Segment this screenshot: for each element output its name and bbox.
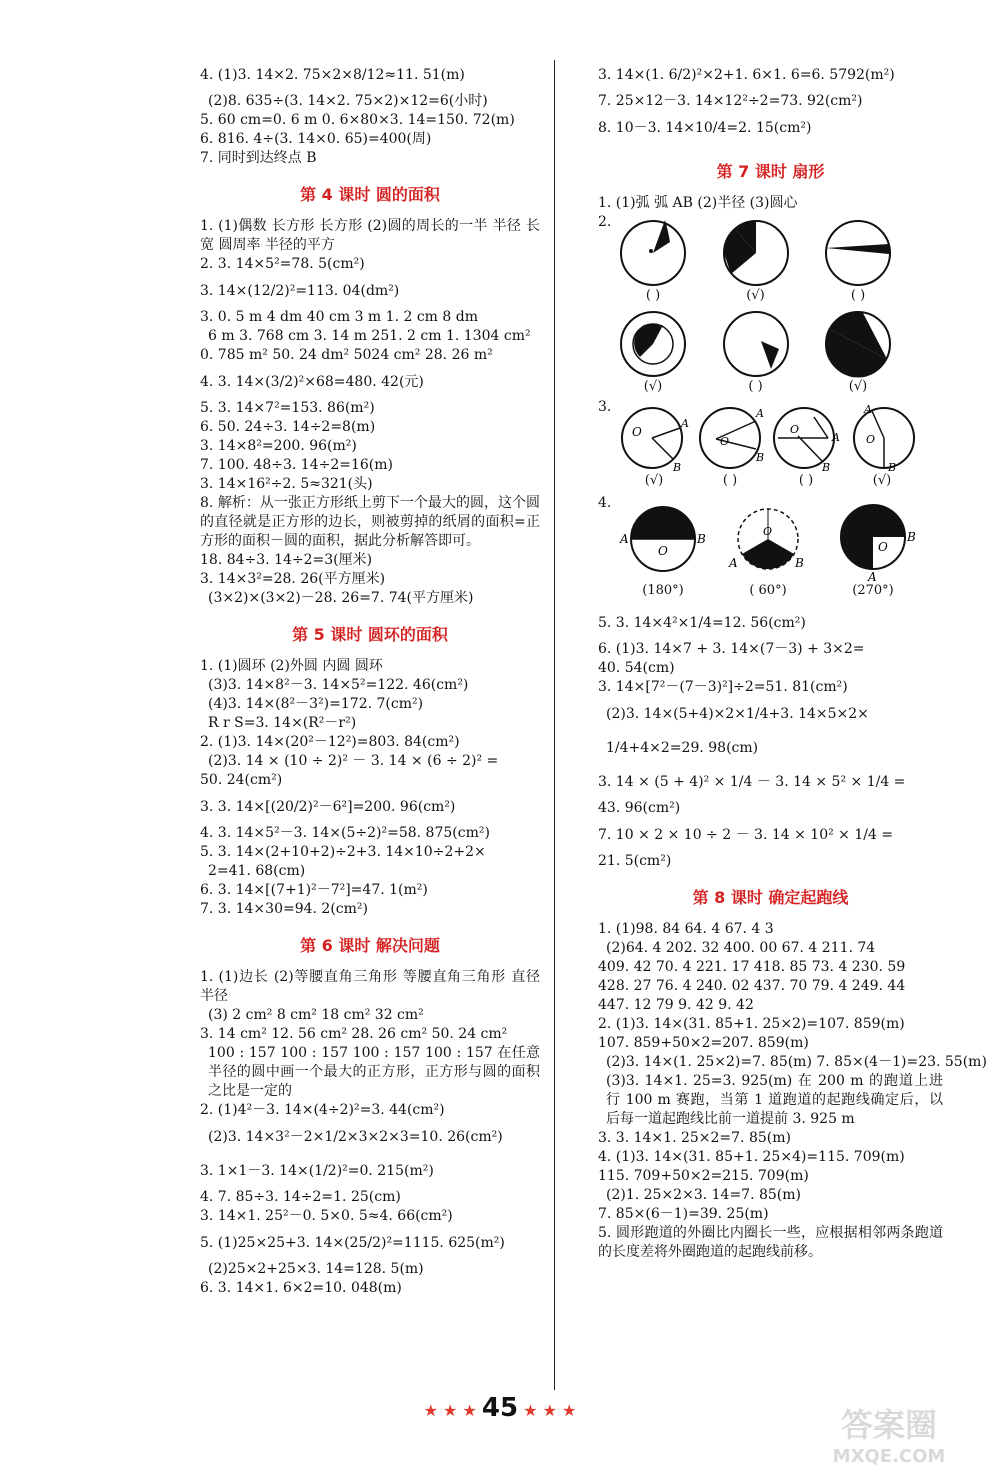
svg-text:B: B [697, 532, 706, 546]
check-mark: (√) [746, 288, 765, 303]
check-mark: ( ) [748, 379, 763, 394]
answer-line: 3. 0. 5 m 4 dm 40 cm 3 m 1. 2 cm 8 dm [200, 309, 478, 325]
answer-line: 3. 14×16²÷2. 5≈321(头) [200, 476, 373, 492]
answer-line: (2)3. 14 × (10 ÷ 2)² － 3. 14 × (6 ÷ 2)² = [208, 753, 499, 769]
answer-line: (3×2)×(3×2)－28. 26=7. 74(平方厘米) [208, 590, 474, 606]
answer-line: 3. 14×1. 25²－0. 5×0. 5≈4. 66(cm²) [200, 1208, 453, 1224]
answer-line: (2)1. 25×2×3. 14=7. 85(m) [606, 1187, 801, 1203]
svg-text:B: B [673, 461, 682, 473]
svg-text:O: O [720, 435, 730, 448]
answer-line: 6 m 3. 768 cm 3. 14 m 251. 2 cm 1. 1304 cm² [208, 328, 531, 344]
answer-line: 4. (1)3. 14×2. 75×2×8/12≈11. 51(m) [200, 67, 465, 83]
answer-line: 1/4+4×2=29. 98(cm) [606, 740, 759, 756]
answer-line: 18. 84÷3. 14÷2=3(厘米) [200, 552, 373, 568]
answer-line: 3. 1×1－3. 14×(1/2)²=0. 215(m²) [200, 1163, 434, 1179]
sector-figure [721, 218, 791, 303]
answer-line: (2)3. 14×(1. 25×2)=7. 85(m) 7. 85×(4－1)=23. 55(m) [606, 1054, 987, 1070]
answer-line: 4. 3. 14×(3/2)²×68=480. 42(元) [200, 374, 424, 390]
answer-line: 4. (1)3. 14×(31. 85+1. 25×4)=115. 709(m) [598, 1149, 905, 1165]
check-mark: (√) [872, 473, 892, 488]
answer-line: 6. 3. 14×1. 6×2=10. 048(m) [200, 1280, 402, 1296]
answer-line: 5. 3. 14×(2+10+2)÷2+3. 14×10÷2+2× [200, 844, 486, 860]
answer-line: 409. 42 70. 4 221. 17 418. 85 73. 4 230. 59 [598, 959, 906, 975]
answer-line: R r S=3. 14×(R²－r²) [208, 715, 357, 731]
svg-text:MXQE.COM: MXQE.COM [832, 1446, 946, 1467]
answer-line: 115. 709+50×2=215. 709(m) [598, 1168, 809, 1184]
answer-line: 107. 859+50×2=207. 859(m) [598, 1035, 809, 1051]
column-divider [554, 60, 555, 1390]
answer-line: 5. 3. 14×4²×1/4=12. 56(cm²) [598, 615, 806, 631]
svg-text:A: A [864, 403, 872, 416]
answers-lesson-6-continued [598, 58, 943, 145]
svg-text:O: O [632, 425, 642, 439]
answer-line: 6. 50. 24÷3. 14÷2=8(m) [200, 419, 376, 435]
answer-line: 7. 3. 14×30=94. 2(cm²) [200, 901, 368, 917]
answer-line: 3. 14 cm² 12. 56 cm² 28. 26 cm² 50. 24 cm² [200, 1026, 508, 1042]
svg-text:A: A [729, 556, 738, 570]
heading-lesson-4: 第 4 课时 圆的面积 [300, 185, 440, 204]
svg-text:A: A [756, 407, 764, 420]
q2-row-1 [618, 218, 893, 303]
sector-figure [823, 218, 893, 303]
angle-figure [846, 403, 918, 488]
q3-label: 3. [598, 399, 612, 415]
answer-line: 3. 3. 14×[(20/2)²－6²]=200. 96(cm²) [200, 799, 456, 815]
answer-line: 7. 100. 48÷3. 14÷2=16(m) [200, 457, 393, 473]
answer-line: 1. (1)偶数 长方形 长方形 (2)圆的周长的一半 半径 长 宽 圆周率 半径的平方 [200, 218, 540, 253]
answer-line: 5. 圆形跑道的外圈比内圈长一些，应根据相邻两条跑道的长度差将外圈跑道的起跑线前移。 [598, 1225, 943, 1260]
check-mark: (√) [848, 379, 868, 394]
answer-line: 2. 3. 14×5²=78. 5(cm²) [200, 256, 365, 272]
answers-lesson-5 [200, 657, 540, 919]
answer-line: 2. (1)4²－3. 14×(4÷2)²=3. 44(cm²) [200, 1102, 445, 1118]
answer-line: 5. (1)25×25+3. 14×(25/2)²=1115. 625(m²) [200, 1235, 505, 1251]
svg-text:B: B [795, 556, 804, 570]
answer-line: 40. 54(cm) [598, 660, 675, 676]
answer-line: 3. 14×3²=28. 26(平方厘米) [200, 571, 386, 587]
answer-line: (3)3. 14×1. 25=3. 925(m) 在 200 m 的跑道上进行 100 m 赛跑，当第 1 道跑道的起跑线确定后，以后每一道起跑线比前一道提前 3. 925 m [606, 1073, 943, 1127]
watermark-logo [817, 1398, 962, 1470]
answer-line: 4. 3. 14×5²－3. 14×(5÷2)²=58. 875(cm²) [200, 825, 490, 841]
answer-line: (3) 2 cm² 8 cm² 18 cm² 32 cm² [208, 1007, 424, 1023]
answer-line: 428. 27 76. 4 240. 02 437. 70 79. 4 249. 44 [598, 978, 906, 994]
sector-figure [618, 218, 688, 303]
answers-previous-lesson [200, 58, 540, 168]
answer-line: 7. 10 × 2 × 10 ÷ 2 － 3. 14 × 10² × 1/4 = [598, 827, 894, 843]
answer-line: 7. 25×12－3. 14×12²÷2=73. 92(cm²) [598, 93, 863, 109]
stars-left: ★ ★ ★ [423, 1401, 477, 1420]
svg-text:O: O [790, 423, 800, 436]
heading-lesson-5: 第 5 课时 圆环的面积 [292, 625, 448, 644]
q2-row-2 [618, 309, 893, 394]
heading-lesson-7: 第 7 课时 扇形 [716, 162, 825, 181]
sector-figure [618, 309, 688, 394]
svg-text:B: B [907, 530, 916, 544]
answer-line: 8. 10－3. 14×10/4=2. 15(cm²) [598, 120, 812, 136]
angle-label: (270°) [852, 583, 894, 598]
svg-text:A: A [681, 417, 689, 430]
svg-text:A: A [620, 532, 629, 546]
answer-line: 2=41. 68(cm) [208, 863, 306, 879]
q4-label: 4. [598, 495, 612, 511]
svg-text:A: A [832, 431, 840, 444]
check-mark: ( ) [850, 288, 866, 303]
svg-text:O: O [763, 525, 773, 538]
check-mark: ( ) [722, 473, 738, 488]
answer-line: 3. 14×(12/2)²=113. 04(dm²) [200, 283, 400, 299]
answer-line: 21. 5(cm²) [598, 853, 672, 869]
angle-label: ( 60°) [749, 583, 787, 598]
check-mark: (√) [644, 473, 664, 488]
sector-figure [721, 309, 791, 394]
answer-line: 1. (1)98. 84 64. 4 67. 4 3 [598, 921, 774, 937]
check-mark: ( ) [798, 473, 814, 488]
q4-row [618, 499, 918, 598]
answer-line: 50. 24(cm²) [200, 772, 283, 788]
right-column [598, 58, 987, 1262]
answer-line: 1. (1)边长 (2)等腰直角三角形 等腰直角三角形 直径 半径 [200, 969, 540, 1004]
answer-line: 3. 3. 14×1. 25×2=7. 85(m) [598, 1130, 791, 1146]
left-column [200, 58, 540, 1298]
answer-line: 3. 14×[7²－(7－3)²]÷2=51. 81(cm²) [598, 679, 848, 695]
answer-line: 6. 816. 4÷(3. 14×0. 65)=400(周) [200, 131, 432, 147]
answer-line: 2. (1)3. 14×(31. 85+1. 25×2)=107. 859(m) [598, 1016, 905, 1032]
answer-line: 447. 12 79 9. 42 9. 42 [598, 997, 754, 1013]
answers-lesson-8 [598, 920, 987, 1262]
svg-text:B: B [822, 461, 831, 473]
answer-line: 7. 85×(6－1)=39. 25(m) [598, 1206, 769, 1222]
heading-lesson-6: 第 6 课时 解决问题 [300, 936, 440, 955]
answer-line: 3. 14×8²=200. 96(m²) [200, 438, 357, 454]
answer-line: 3. 14 × (5 + 4)² × 1/4 － 3. 14 × 5² × 1/4 = [598, 774, 906, 790]
answer-line: 8. 解析：从一张正方形纸上剪下一个最大的圆，这个圆的直径就是正方形的边长，则被剪掉的纸屑的面积=正方形的面积－圆的面积，据此分析解答即可。 [200, 495, 540, 549]
answer-line: 5. 3. 14×7²=153. 86(m²) [200, 400, 375, 416]
angle-figure [618, 403, 690, 488]
svg-text:O: O [878, 540, 888, 554]
answer-line: (2)64. 4 202. 32 400. 00 67. 4 211. 74 [606, 940, 876, 956]
answers-lesson-7 [598, 606, 943, 871]
sector-60-figure [723, 499, 813, 598]
svg-text:答案圈: 答案圈 [840, 1406, 938, 1444]
svg-text:O: O [866, 433, 876, 446]
svg-text:B: B [888, 461, 897, 473]
answer-line: (2)3. 14×(5+4)×2×1/4+3. 14×5×2× [606, 706, 869, 722]
answer-line: 100 : 157 100 : 157 100 : 157 100 : 157 在任意半径的圆中画一个最大的正方形，正方形与圆的面积之比是一定的 [208, 1045, 540, 1099]
answer-line: (2)25×2+25×3. 14=128. 5(m) [208, 1261, 424, 1277]
angle-figure [694, 403, 766, 488]
check-mark: ( ) [645, 288, 661, 303]
stars-right: ★ ★ ★ [523, 1401, 577, 1420]
answers-lesson-6 [200, 968, 540, 1298]
svg-text:O: O [658, 544, 668, 558]
answer-line: (3)3. 14×8²－3. 14×5²=122. 46(cm²) [208, 677, 469, 693]
answer-line: 2. (1)3. 14×(20²－12²)=803. 84(cm²) [200, 734, 460, 750]
answer-line: 5. 60 cm=0. 6 m 0. 6×80×3. 14=150. 72(m) [200, 112, 515, 128]
q1-answer: 1. (1)弧 弧 AB (2)半径 (3)圆心 [598, 195, 798, 211]
heading-lesson-8: 第 8 课时 确定起跑线 [692, 888, 849, 907]
answer-line: (2)8. 635÷(3. 14×2. 75×2)×12=6(小时) [208, 93, 488, 109]
check-mark: (√) [643, 379, 663, 394]
answer-line: 0. 785 m² 50. 24 dm² 5024 cm² 28. 26 m² [200, 347, 493, 363]
answers-lesson-4 [200, 217, 540, 608]
answer-line: 4. 7. 85÷3. 14÷2=1. 25(cm) [200, 1189, 401, 1205]
answer-line: (4)3. 14×(8²－3²)=172. 7(cm²) [208, 696, 424, 712]
q2-label: 2. [598, 214, 612, 230]
answer-line: 3. 14×(1. 6/2)²×2+1. 6×1. 6=6. 5792(m²) [598, 67, 895, 83]
sector-270-figure [828, 499, 918, 598]
sector-180-figure [618, 499, 708, 598]
svg-text:A: A [868, 570, 877, 583]
angle-label: (180°) [642, 583, 684, 598]
answer-line: 1. (1)圆环 (2)外圆 内圆 圆环 [200, 658, 383, 674]
answer-line: 43. 96(cm²) [598, 800, 681, 816]
angle-figure [770, 403, 842, 488]
answer-line: 6. 3. 14×[(7+1)²－7²]=47. 1(m²) [200, 882, 428, 898]
page-number: 45 [481, 1393, 519, 1423]
answer-line: (2)3. 14×3²－2×1/2×3×2×3=10. 26(cm²) [208, 1129, 503, 1145]
q3-row [618, 403, 918, 488]
answer-line: 6. (1)3. 14×7 + 3. 14×(7－3) + 3×2= [598, 641, 865, 657]
sector-figure [823, 309, 893, 394]
answer-line: 7. 同时到达终点 B [200, 150, 317, 166]
svg-text:B: B [756, 451, 765, 464]
